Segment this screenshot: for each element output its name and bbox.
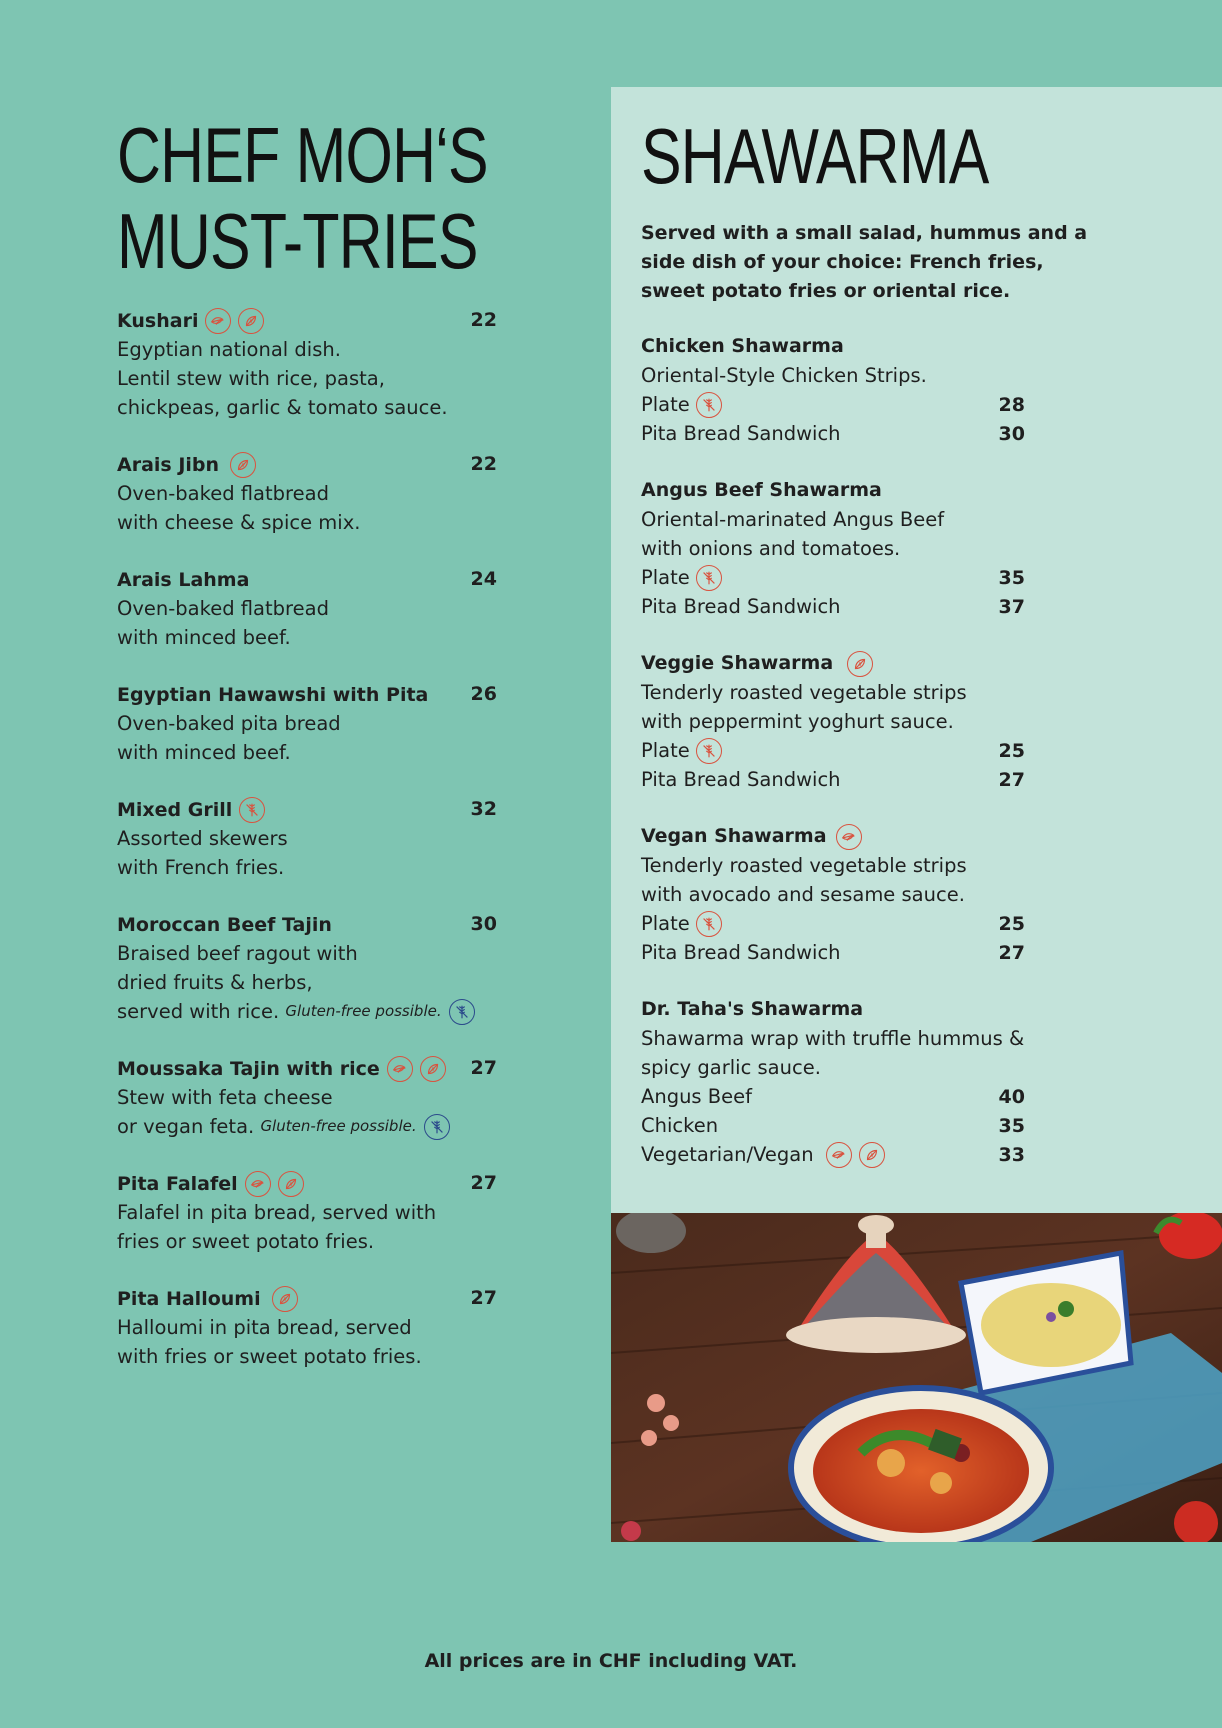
gluten-free-icon (424, 1114, 450, 1140)
dish-desc-line (117, 997, 497, 1026)
shawarma-title: SHAWARMA (641, 112, 989, 200)
dish-name: Angus Beef Shawarma (641, 479, 882, 501)
dish-desc: Falafel in pita bread, served with (117, 1201, 437, 1224)
left-title (117, 112, 523, 284)
dish-desc-line (117, 1112, 497, 1141)
menu-item-pita-halloumi (117, 1284, 497, 1371)
price-row (641, 909, 1025, 938)
dish-price: 32 (470, 798, 497, 820)
gluten-free-icon (696, 392, 722, 418)
menu-item-chicken-shawarma (641, 332, 1025, 448)
menu-item-arais-jibn (117, 450, 497, 537)
shawarma-list (641, 332, 1025, 1197)
row-label: Pita Bread Sandwich (641, 941, 841, 964)
dish-desc: with onions and tomatoes. (641, 537, 901, 560)
menu-item-vegan-shawarma (641, 822, 1025, 967)
menu-item-mixed-grill (117, 795, 497, 882)
price-row (641, 563, 1025, 592)
vegetarian-icon (847, 651, 873, 677)
row-label: Chicken (641, 1114, 719, 1137)
dish-name: Arais Jibn (117, 453, 220, 476)
vegetarian-icon (238, 308, 264, 334)
price-note: All prices are in CHF including VAT. (424, 1650, 798, 1672)
dish-price: 27 (470, 1287, 497, 1309)
dish-desc: fries or sweet potato fries. (117, 1230, 375, 1253)
dish-desc: spicy garlic sauce. (641, 1056, 821, 1079)
row-label: Plate (641, 912, 690, 935)
dish-desc: chickpeas, garlic & tomato sauce. (117, 396, 448, 419)
dish-desc: Shawarma wrap with truffle hummus & (641, 1027, 1025, 1050)
dish-name-line (641, 822, 1025, 851)
shawarma-panel (611, 87, 1222, 1214)
vegan-icon (387, 1056, 413, 1082)
row-price: 40 (998, 1085, 1025, 1108)
gluten-free-icon (696, 738, 722, 764)
gluten-free-icon (239, 797, 265, 823)
dish-name: Chicken Shawarma (641, 335, 844, 357)
row-price: 37 (998, 595, 1025, 618)
row-label: Plate (641, 739, 690, 762)
dish-name: Moussaka Tajin with rice (117, 1057, 380, 1080)
row-price: 27 (998, 768, 1025, 791)
dish-desc: Oriental-marinated Angus Beef (641, 508, 945, 531)
dish-desc: Halloumi in pita bread, served (117, 1316, 412, 1339)
dish-name: Pita Halloumi (117, 1287, 261, 1310)
dish-desc: Lentil stew with rice, pasta, (117, 367, 385, 390)
dish-name: Egyptian Hawawshi with Pita (117, 683, 429, 706)
dish-name: Vegan Shawarma (641, 825, 827, 847)
title-line: CHEF MOH‘S (117, 111, 488, 199)
dish-name: Moroccan Beef Tajin (117, 913, 332, 936)
gluten-free-note: Gluten-free possible. (260, 1117, 417, 1135)
vegetarian-icon (230, 452, 256, 478)
gluten-free-icon (696, 565, 722, 591)
dish-price: 30 (470, 913, 497, 935)
menu-item-dr-taha-shawarma (641, 995, 1025, 1169)
dish-desc: with French fries. (117, 856, 285, 879)
gluten-free-icon (696, 911, 722, 937)
dish-price: 24 (470, 568, 497, 590)
price-row (641, 419, 1025, 448)
row-price: 28 (998, 393, 1025, 416)
dish-desc: Assorted skewers (117, 827, 288, 850)
price-row (641, 765, 1025, 794)
title-line: MUST-TRIES (117, 197, 478, 285)
menu-item-pita-falafel (117, 1169, 497, 1256)
dish-desc: with avocado and sesame sauce. (641, 883, 965, 906)
price-row (641, 1082, 1025, 1111)
dish-price: 27 (470, 1172, 497, 1194)
menu-item-kushari (117, 306, 497, 422)
dish-desc: with minced beef. (117, 741, 291, 764)
vegetarian-icon (278, 1171, 304, 1197)
menu-item-veggie-shawarma (641, 649, 1025, 794)
row-label: Plate (641, 566, 690, 589)
dish-desc: with minced beef. (117, 626, 291, 649)
dish-price: 27 (470, 1057, 497, 1079)
row-price: 25 (998, 912, 1025, 935)
row-price: 33 (998, 1143, 1025, 1166)
gluten-free-icon (449, 999, 475, 1025)
dish-name-line (641, 649, 1025, 678)
menu-item-beef-tajin (117, 910, 497, 1026)
row-price: 27 (998, 941, 1025, 964)
price-row (641, 1140, 1025, 1169)
row-price: 35 (998, 566, 1025, 589)
dish-desc: Stew with feta cheese (117, 1086, 333, 1109)
dish-desc: Egyptian national dish. (117, 338, 341, 361)
dish-desc: with cheese & spice mix. (117, 511, 361, 534)
menu-item-hawawshi (117, 680, 497, 767)
row-price: 25 (998, 739, 1025, 762)
row-label: Pita Bread Sandwich (641, 422, 841, 445)
menu-item-moussaka-tajin (117, 1054, 497, 1141)
dish-desc: Tenderly roasted vegetable strips (641, 681, 967, 704)
tajin-illustration (611, 1213, 1222, 1542)
dish-price: 22 (470, 453, 497, 475)
row-label: Pita Bread Sandwich (641, 595, 841, 618)
price-row (641, 592, 1025, 621)
dish-desc: Oven-baked flatbread (117, 597, 329, 620)
dish-name: Mixed Grill (117, 798, 233, 821)
vegetarian-icon (420, 1056, 446, 1082)
menu-item-arais-lahma (117, 565, 497, 652)
vegetarian-icon (272, 1286, 298, 1312)
dish-desc: Oven-baked pita bread (117, 712, 341, 735)
vegan-icon (826, 1142, 852, 1168)
row-label: Vegetarian/Vegan (641, 1143, 814, 1166)
dish-name: Veggie Shawarma (641, 652, 834, 674)
dish-name: Dr. Taha's Shawarma (641, 998, 864, 1020)
row-label: Pita Bread Sandwich (641, 768, 841, 791)
row-label: Plate (641, 393, 690, 416)
price-row (641, 938, 1025, 967)
gluten-free-note: Gluten-free possible. (285, 1002, 442, 1020)
food-photo (611, 1213, 1222, 1542)
vegan-icon (205, 308, 231, 334)
row-label: Angus Beef (641, 1085, 753, 1108)
row-price: 35 (998, 1114, 1025, 1137)
dish-desc: dried fruits & herbs, (117, 971, 313, 994)
dish-price: 26 (470, 683, 497, 705)
dish-desc: Oven-baked flatbread (117, 482, 329, 505)
dish-desc: served with rice. (117, 1000, 280, 1023)
dish-desc: Tenderly roasted vegetable strips (641, 854, 967, 877)
dish-name: Kushari (117, 309, 199, 332)
must-tries-list (117, 306, 497, 1399)
vegetarian-icon (859, 1142, 885, 1168)
price-row (641, 736, 1025, 765)
menu-item-angus-beef-shawarma (641, 476, 1025, 621)
dish-price: 22 (470, 309, 497, 331)
dish-desc: with peppermint yoghurt sauce. (641, 710, 954, 733)
dish-name: Pita Falafel (117, 1172, 238, 1195)
vegan-icon (836, 824, 862, 850)
dish-desc: Braised beef ragout with (117, 942, 358, 965)
price-row (641, 1111, 1025, 1140)
row-price: 30 (998, 422, 1025, 445)
vegan-icon (245, 1171, 271, 1197)
dish-desc: or vegan feta. (117, 1115, 255, 1138)
price-row (641, 390, 1025, 419)
shawarma-intro: Served with a small salad, hummus and a side dish of your choice: French fries, sweet potato fries or oriental rice. (641, 222, 1088, 302)
dish-desc: Oriental-Style Chicken Strips. (641, 364, 927, 387)
dish-desc: with fries or sweet potato fries. (117, 1345, 422, 1368)
dish-name: Arais Lahma (117, 568, 250, 591)
